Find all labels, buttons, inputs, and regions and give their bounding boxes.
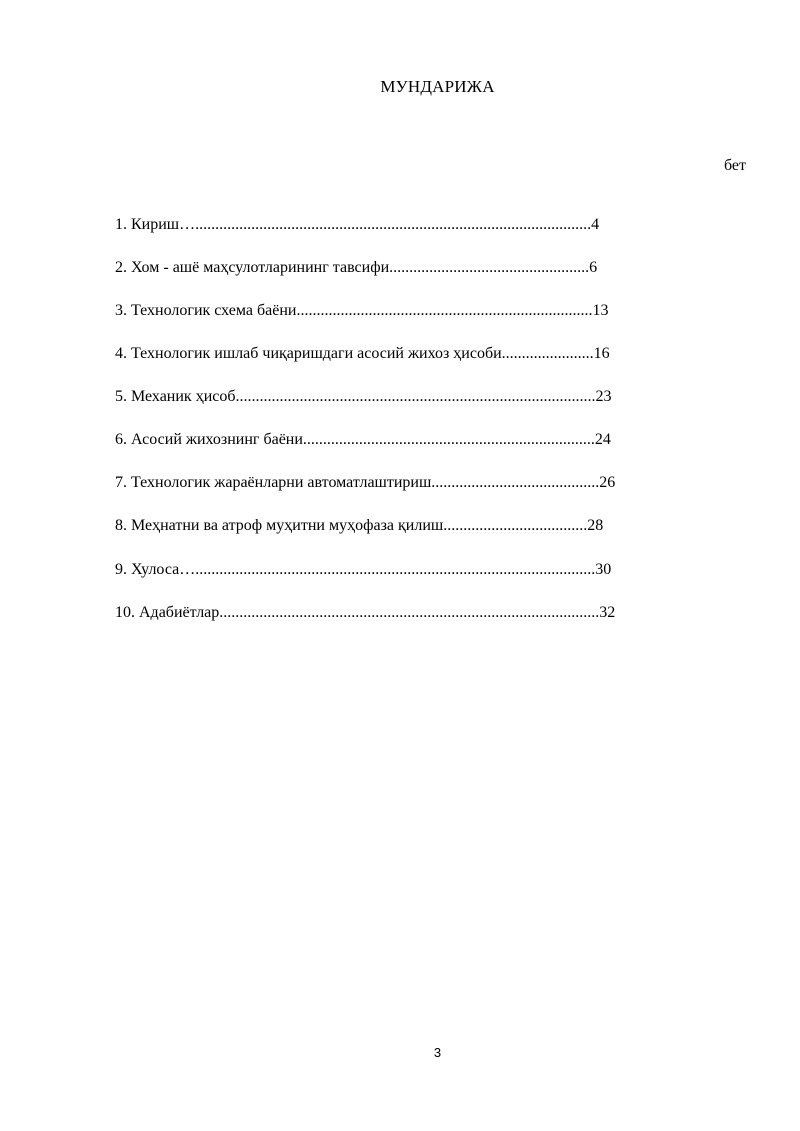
toc-entry-6: 6. Асосий жихознинг баёни.........................................................................24 xyxy=(115,431,611,448)
toc-entry-5: 5. Механик ҳисоб..........................................................................................23 xyxy=(115,388,612,405)
toc-entry-2: 2. Хом - ашё маҳсулотларининг тавсифи..................................................6 xyxy=(115,259,598,276)
page-number: 3 xyxy=(433,1045,442,1060)
toc-entry-7: 7. Технологик жараёнларни автоматлаштириш..........................................26 xyxy=(115,474,616,491)
toc-entry-4: 4. Технологик ишлаб чиқаришдаги асосий жихоз ҳисоби.......................16 xyxy=(115,345,610,362)
page-column-label: бет xyxy=(724,157,747,174)
toc-entry-3: 3. Технологик схема баёни..........................................................................13 xyxy=(115,302,609,319)
toc-entry-8: 8. Меҳнатни ва атроф муҳитни муҳофаза қилиш....................................28 xyxy=(115,517,604,534)
toc-entry-10: 10. Адабиётлар...............................................................................................32 xyxy=(115,604,616,621)
document-title: МУНДАРИЖА xyxy=(380,77,495,96)
toc-entry-1: 1. Кириш…...................................................................................................4 xyxy=(115,216,600,233)
toc-entry-9: 9. Хулоса…....................................................................................................30 xyxy=(115,561,612,578)
